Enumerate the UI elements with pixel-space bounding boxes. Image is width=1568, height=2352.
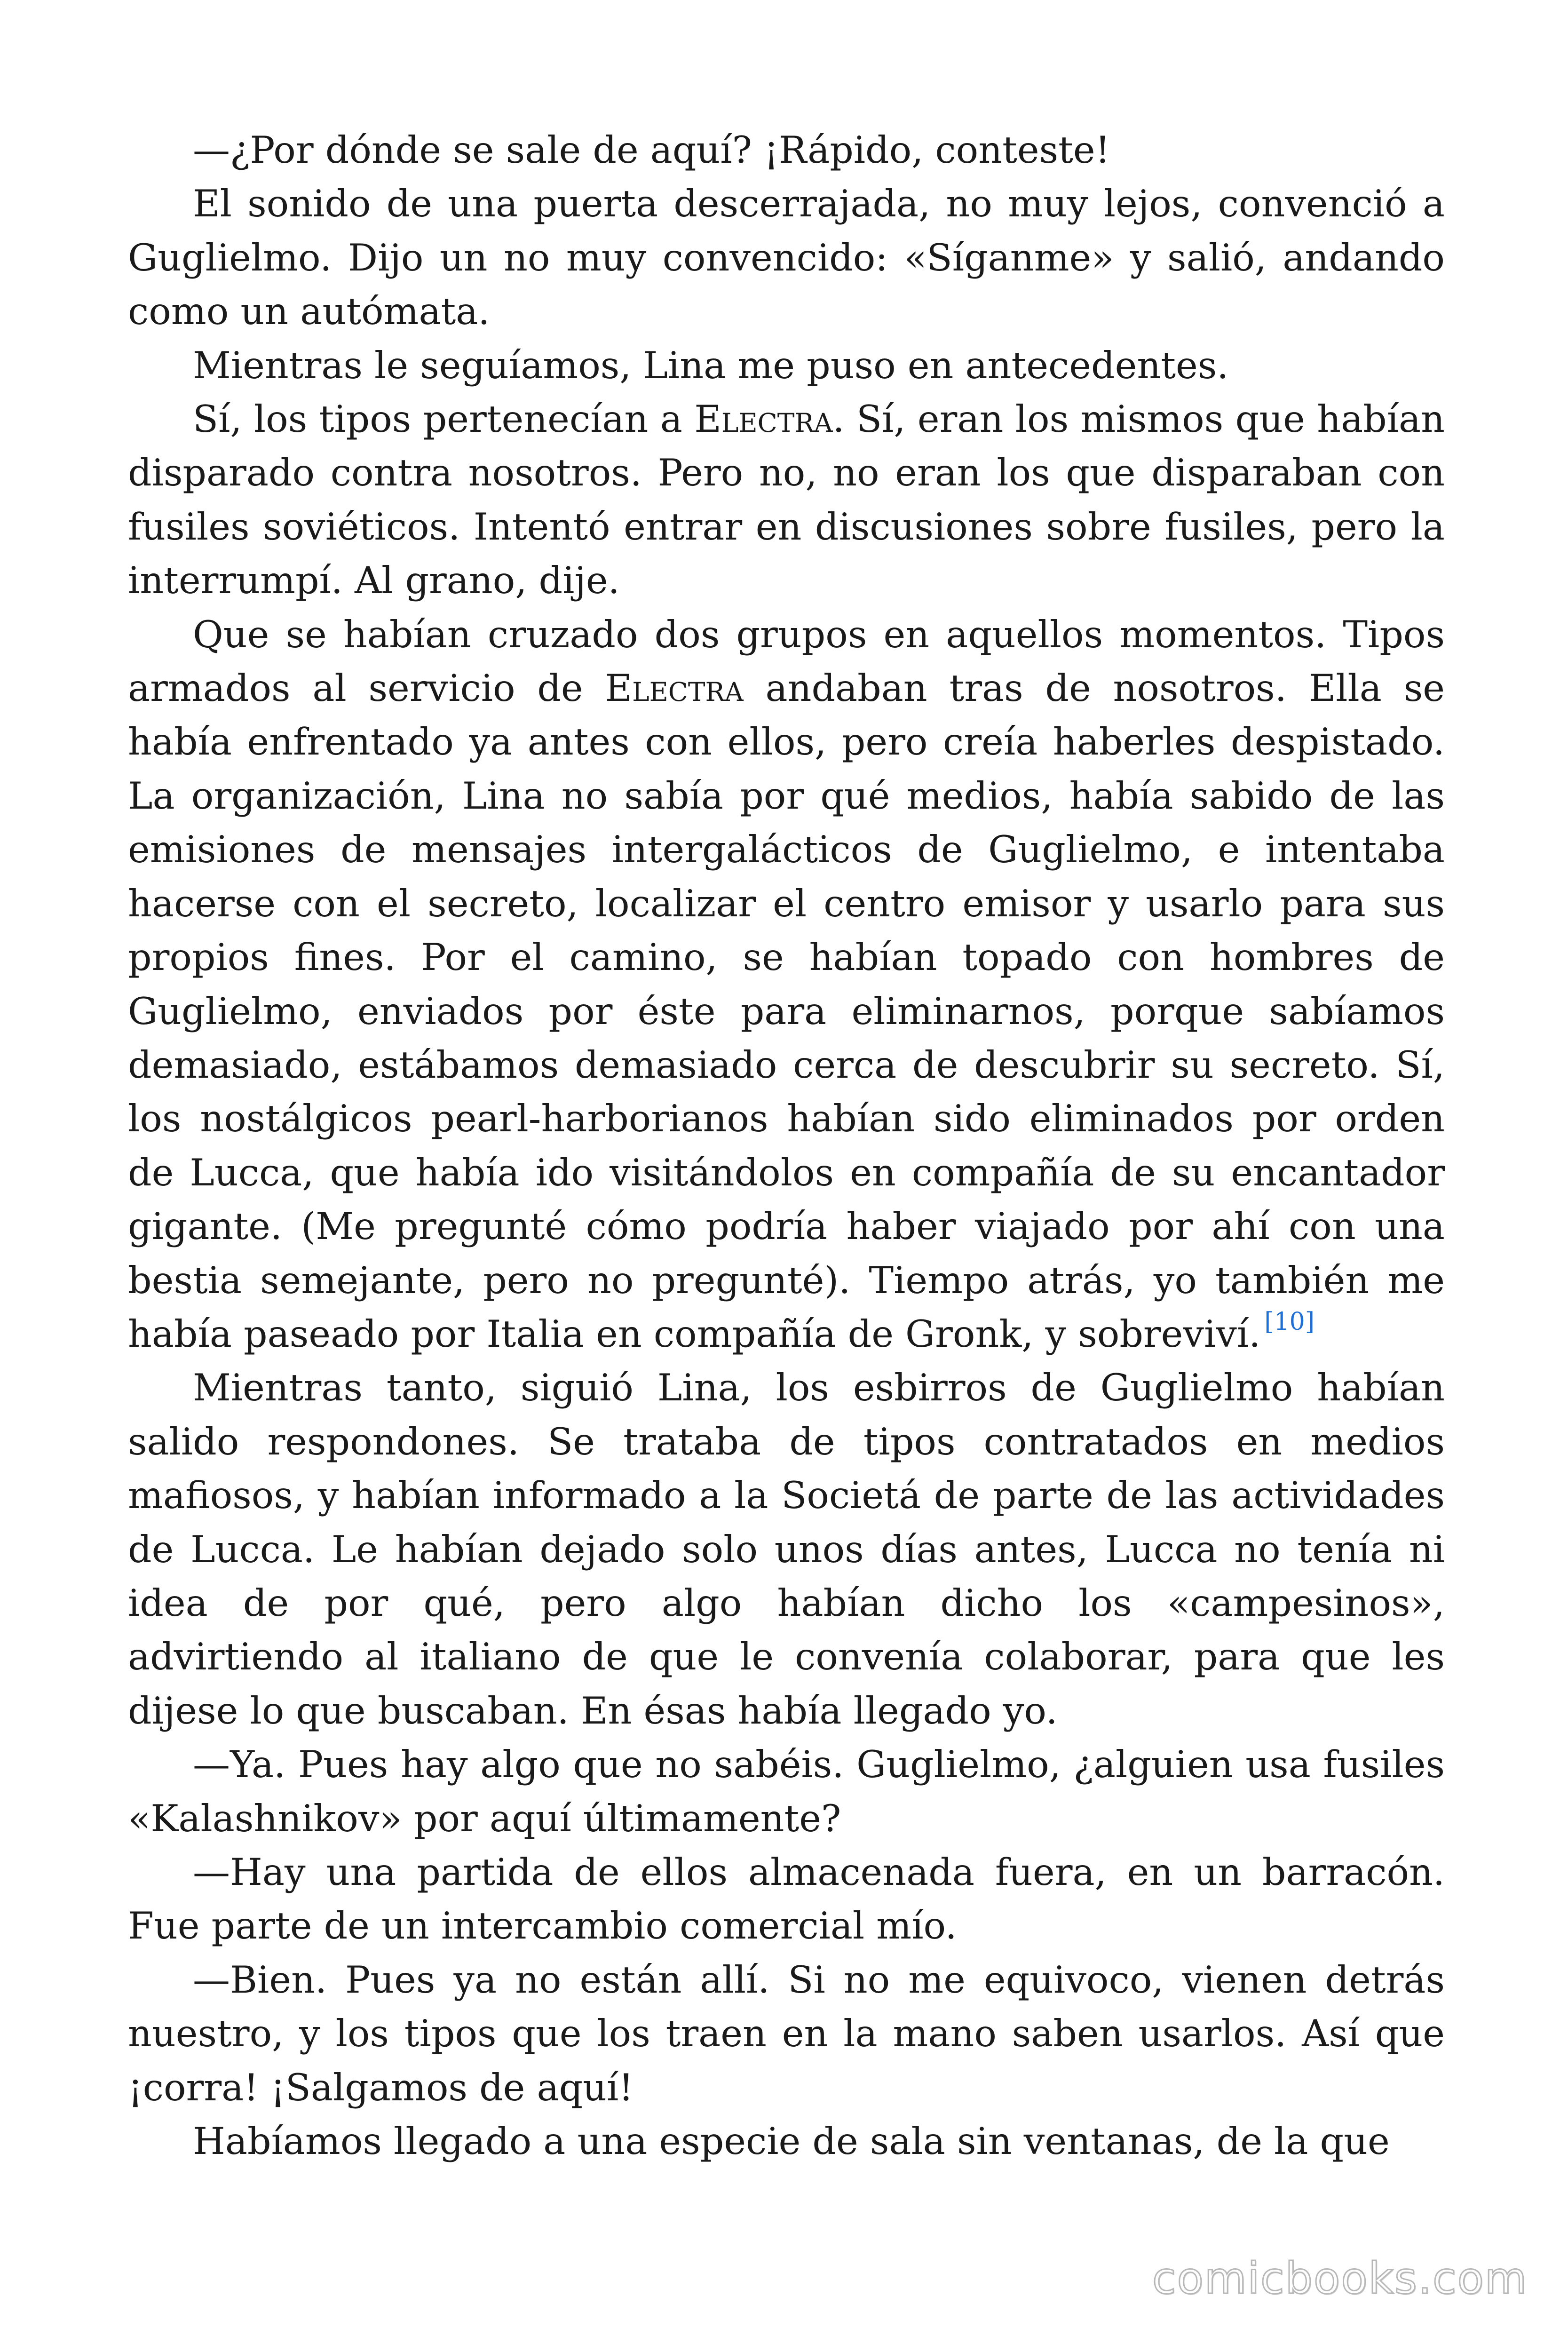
paragraph-text: —Ya. Pues hay algo que no sabéis. Guglielmo, ¿alguien usa fusiles «Kalashnikov» por aquí últimamente?	[128, 1743, 1445, 1840]
body-text	[128, 123, 1445, 2168]
paragraph-text: . Sí, eran los mismos que habían disparado contra nosotros. Pero no, no eran los que disparaban con fusiles soviéticos. Intentó entrar en discusiones sobre fusiles, pero la interrumpí. Al grano, dije.	[128, 397, 1445, 603]
paragraph-3	[128, 339, 1445, 392]
paragraph-9	[128, 1953, 1445, 2114]
paragraph-text: Mientras tanto, siguió Lina, los esbirros de Guglielmo habían salido respondones. Se trataba de tipos contratados en medios mafiosos, y habían informado a la Societá de parte de las actividades de Lucca. Le habían dejado solo unos días antes, Lucca no tenía ni idea de por qué, pero algo habían dicho los «campesinos», advirtiendo al italiano de que le convenía colaborar, para que les dijese lo que buscaban. En ésas había llegado yo.	[128, 1366, 1445, 1732]
paragraph-1	[128, 123, 1445, 177]
organization-name: Electra	[605, 667, 744, 710]
paragraph-text: Mientras le seguíamos, Lina me puso en antecedentes.	[193, 343, 1229, 387]
paragraph-4	[128, 392, 1445, 608]
paragraph-text: —Hay una partida de ellos almacenada fuera, en un barracón. Fue parte de un intercambio comercial mío.	[128, 1851, 1445, 1948]
paragraph-text: Sí, los tipos pertenecían a	[193, 397, 695, 441]
paragraph-text: —¿Por dónde se sale de aquí? ¡Rápido, conteste!	[193, 128, 1110, 172]
paragraph-text: Que se habían cruzado dos grupos en aquellos momentos. Tipos armados al servicio de	[128, 612, 1445, 710]
paragraph-7	[128, 1738, 1445, 1845]
paragraph-10	[128, 2114, 1445, 2168]
paragraph-text: —Bien. Pues ya no están allí. Si no me equivoco, vienen detrás nuestro, y los tipos que los traen en la mano saben usarlos. Así que ¡corra! ¡Salgamos de aquí!	[128, 1958, 1445, 2109]
organization-name: Electra	[694, 397, 833, 441]
watermark: comicbooks.com	[1152, 2253, 1528, 2304]
paragraph-text: Habíamos llegado a una especie de sala sin ventanas, de la que	[193, 2120, 1390, 2163]
paragraph-text: El sonido de una puerta descerrajada, no muy lejos, convenció a Guglielmo. Dijo un no muy convencido: «Síganme» y salió, andando como un autómata.	[128, 182, 1445, 334]
paragraph-6	[128, 1361, 1445, 1738]
footnote-link[interactable]: [10]	[1264, 1307, 1315, 1336]
paragraph-2	[128, 177, 1445, 338]
paragraph-8	[128, 1845, 1445, 1953]
paragraph-text: andaban tras de nosotros. Ella se había enfrentado ya antes con ellos, pero creía haberles despistado. La organización, Lina no sabía por qué medios, había sabido de las emisiones de mensajes intergalácticos de Guglielmo, e intentaba hacerse con el secreto, localizar el centro emisor y usarlo para sus propios fines. Por el camino, se habían topado con hombres de Guglielmo, enviados por éste para eliminarnos, porque sabíamos demasiado, estábamos demasiado cerca de descubrir su secreto. Sí, los nostálgicos pearl-harborianos habían sido eliminados por orden de Lucca, que había ido visitándolos en compañía de su encantador gigante. (Me pregunté cómo podría haber viajado por ahí con una bestia semejante, pero no pregunté). Tiempo atrás, yo también me había paseado por Italia en compañía de Gronk, y sobreviví.	[128, 667, 1445, 1356]
paragraph-5	[128, 608, 1445, 1361]
